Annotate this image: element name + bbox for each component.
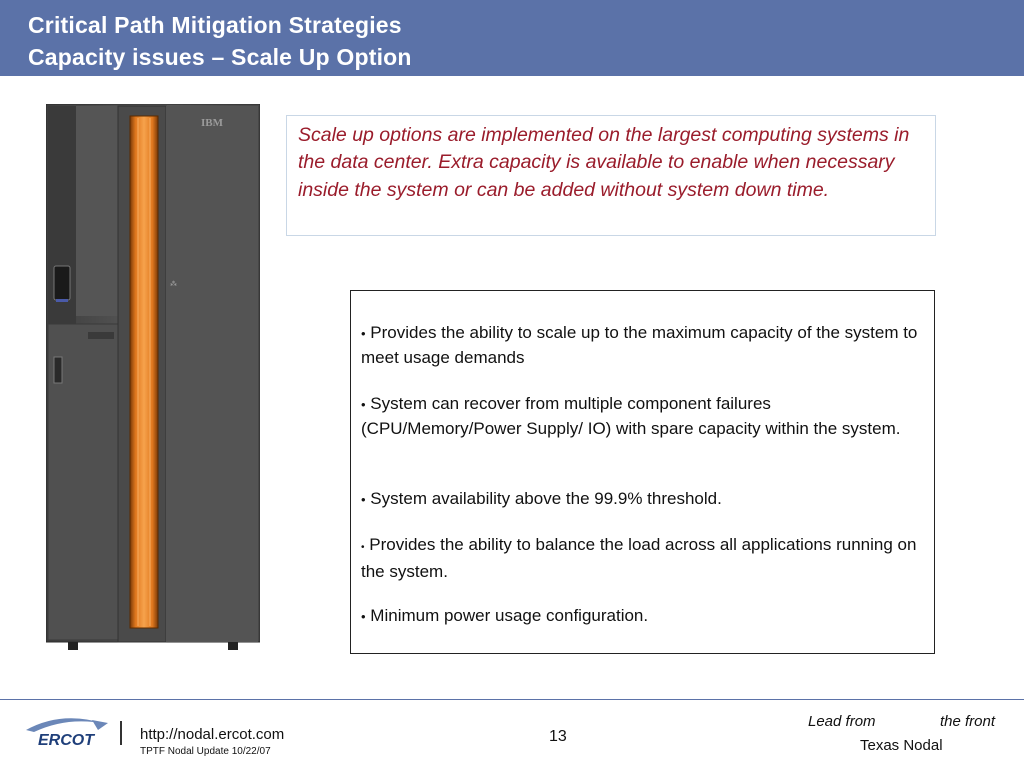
description-callout [286, 115, 936, 236]
rack-badge [88, 332, 114, 339]
benefit-item: • Provides the ability to balance the load across all applications running on the system. [361, 535, 917, 581]
ibm-logo: IBM [201, 117, 223, 129]
benefit-item: • System availability above the 99.9% threshold. [361, 489, 722, 508]
org-name: Texas Nodal [860, 737, 943, 754]
svg-text:⁂: ⁂ [170, 281, 177, 288]
orange-light-strip [130, 116, 158, 628]
footer-subtitle: TPTF Nodal Update 10/22/07 [140, 746, 271, 757]
page-number: 13 [549, 728, 567, 745]
rack-upper-panel [76, 106, 118, 316]
rack-foot-left [68, 642, 78, 650]
slide-title-line1: Critical Path Mitigation Strategies [28, 12, 402, 38]
rack-display [54, 266, 70, 300]
benefits-box [350, 290, 935, 654]
footer-url-link[interactable]: http://nodal.ercot.com [140, 726, 285, 743]
rack-foot-right [228, 642, 238, 650]
footer-divider [0, 699, 1024, 700]
rack-handle [54, 357, 62, 383]
rack-right-panel [166, 106, 258, 642]
footer-separator [120, 721, 122, 745]
server-rack-image [46, 104, 260, 654]
title-bar [0, 0, 1024, 76]
benefit-item: • Minimum power usage configuration. [361, 606, 649, 625]
slide-title-line2: Capacity issues – Scale Up Option [28, 44, 412, 70]
slogan-part2: the front [940, 713, 996, 730]
rack-display-glow [56, 299, 68, 302]
slogan-part1: Lead from [808, 713, 876, 730]
description-text: Scale up options are implemented on the largest computing systems in the data center. Extra capacity is available to enable when necessary inside the system or can be added without system down time. [298, 124, 910, 201]
benefit-item: • System can recover from multiple component failures (CPU/Memory/Power Supply/ IO) with spare capacity within the system. [361, 394, 901, 438]
svg-text:ERCOT: ERCOT [38, 732, 94, 749]
ercot-logo [22, 714, 112, 750]
benefit-item: • Provides the ability to scale up to the maximum capacity of the system to meet usage demands [361, 323, 918, 367]
